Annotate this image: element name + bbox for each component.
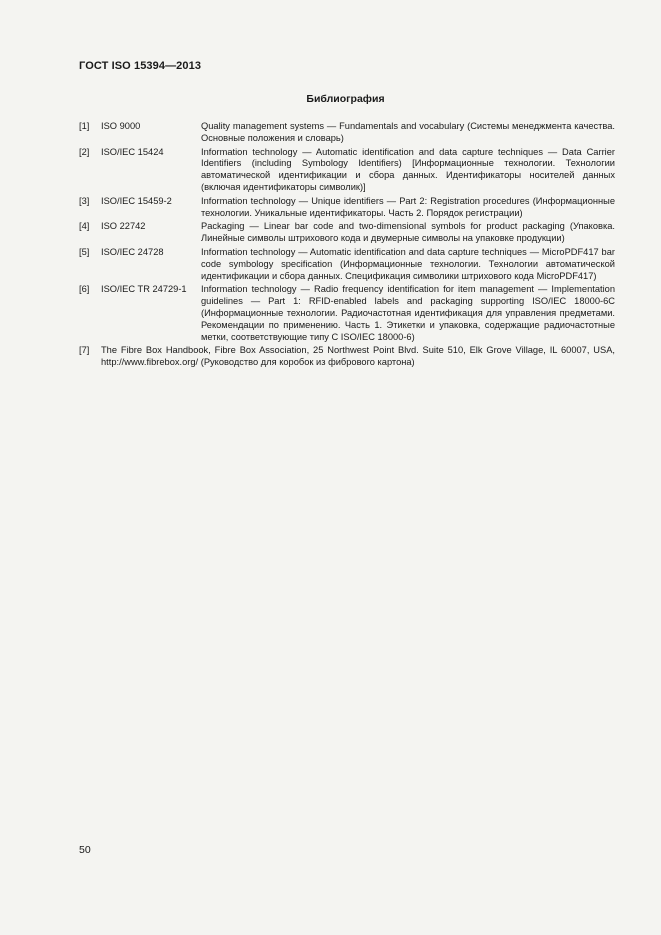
entry-title: The Fibre Box Handbook, Fibre Box Association, 25 Northwest Point Blvd. Suite 510, Elk Grove Village, IL 60007, USA, http://www.fibrebox.org/ (Руководство для коробок из фибрового картона) bbox=[101, 345, 615, 368]
entry-title: Information technology — Automatic identification and data capture techniques — MicroPDF417 bar code symbology specification (Информационные технологии. Технологии автоматической идентификации и сбора данных. Спецификация символики штрихового кода MicroPDF417) bbox=[201, 246, 615, 281]
bibliography-list bbox=[79, 121, 615, 371]
entry-number: [7] bbox=[79, 345, 90, 356]
bibliography-entry bbox=[79, 345, 615, 369]
bibliography-entry bbox=[79, 221, 615, 245]
bibliography-entry bbox=[79, 147, 615, 194]
entry-standard: ISO 9000 bbox=[101, 121, 141, 131]
bibliography-entry bbox=[79, 196, 615, 220]
entry-title: Quality management systems — Fundamentals and vocabulary (Системы менеджмента качества. Основные положения и словарь) bbox=[201, 121, 615, 143]
entry-standard: ISO 22742 bbox=[101, 221, 146, 232]
entry-number: [6] bbox=[79, 284, 90, 295]
bibliography-entry bbox=[79, 121, 615, 145]
entry-number: [1] bbox=[79, 121, 90, 131]
entry-number: [3] bbox=[79, 195, 90, 206]
entry-number: [5] bbox=[79, 246, 90, 257]
entry-title: Information technology — Radio frequency identification for item management — Implementation guidelines — Part 1: RFID-enabled labels and packaging supporting ISO/IEC 18000-6C (Информационные технологии. Радиочастотная идентификация для управления предметами. Рекомендации по применению. Часть 1. Этикетки и упаковка, содержащие радиочастотные метки, соответствующие типу C ISO/IEC 18000-6) bbox=[201, 284, 615, 342]
entry-standard: ISO/IEC 24728 bbox=[101, 246, 164, 257]
entry-title: Information technology — Automatic identification and data capture techniques — Data Carrier Identifiers (including Symbology Identifiers) [Информационные технологии. Технологии автоматической идентификации и сбора данных. Идентификаторы носителей данных (включая идентификаторы символик)] bbox=[201, 146, 615, 192]
entry-title: Information technology — Unique identifiers — Part 2: Registration procedures (Информационные технологии. Уникальные идентификаторы. Часть 2. Порядок регистрации) bbox=[201, 195, 615, 218]
entry-title: Packaging — Linear bar code and two-dimensional symbols for product packaging (Упаковка. Линейные символы штрихового кода и двумерные символы на упаковке продукции) bbox=[201, 221, 615, 244]
bibliography-entry bbox=[79, 247, 615, 282]
entry-number: [4] bbox=[79, 221, 90, 232]
page-number: 50 bbox=[79, 844, 91, 856]
entry-standard: ISO/IEC 15459-2 bbox=[101, 195, 172, 206]
entry-standard: ISO/IEC TR 24729-1 bbox=[101, 284, 187, 295]
bibliography-entry bbox=[79, 284, 615, 343]
entry-number: [2] bbox=[79, 146, 90, 157]
section-title: Библиография bbox=[306, 93, 385, 105]
document-header: ГОСТ ISO 15394—2013 bbox=[79, 60, 202, 72]
entry-standard: ISO/IEC 15424 bbox=[101, 146, 164, 157]
